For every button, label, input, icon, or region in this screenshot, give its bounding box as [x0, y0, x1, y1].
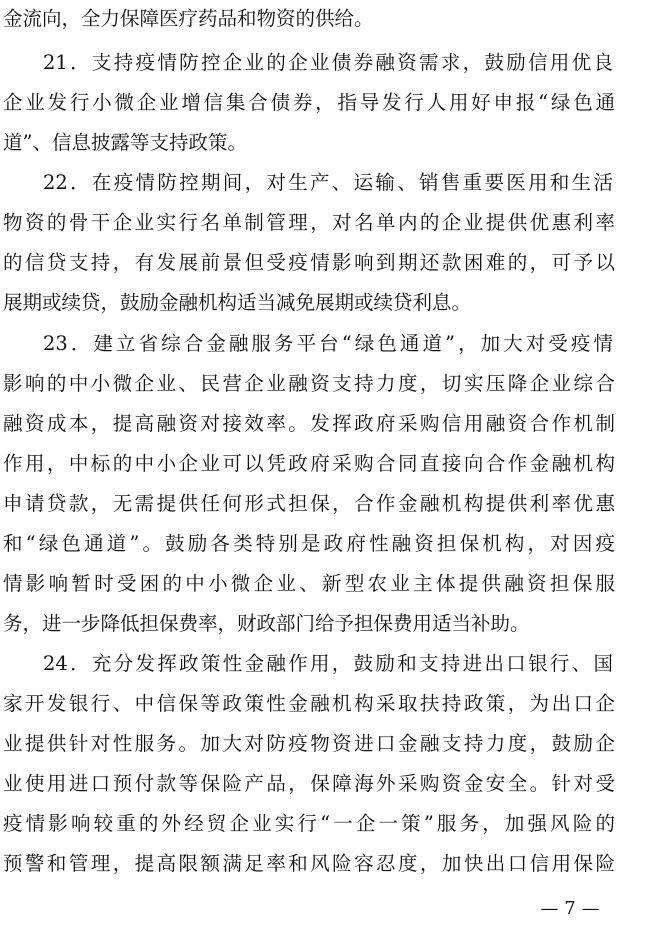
paragraph-22-line-3-content: 的信贷支持，有发展前景但受疫情影响到期还款困难的，可予以: [3, 251, 615, 274]
paragraph-24-line-6: [0, 847, 650, 881]
paragraph-23-line-2: [0, 367, 650, 401]
paragraph-22-line-3: [0, 246, 650, 280]
paragraph-23-line-6: [0, 527, 650, 561]
paragraph-21-line-2-content: 企业发行小微企业增信集合债券，指导发行人用好申报“绿色通: [3, 91, 615, 114]
paragraph-23-line-8-content: 务，进一步降低担保费率，财政部门给予担保费用适当补助。: [3, 612, 530, 635]
paragraph-24-line-4: [0, 767, 650, 801]
paragraph-23-line-1-content: 23．建立省综合金融服务平台“绿色通道”，加大对受疫情: [43, 332, 613, 355]
paragraph-22-line-2: [0, 206, 650, 240]
paragraph-23-line-8: [0, 607, 650, 641]
paragraph-21-line-1-content: 21．支持疫情防控企业的企业债券融资需求，鼓励信用优良: [43, 51, 613, 74]
paragraph-24-line-1-content: 24．充分发挥政策性金融作用，鼓励和支持进出口银行、国: [43, 652, 613, 675]
text-line-1: [0, 2, 650, 36]
paragraph-23-line-2-content: 影响的中小微企业、民营企业融资支持力度，切实压降企业综合: [3, 372, 615, 395]
paragraph-24-line-2-content: 家开发银行、中信保等政策性金融机构采取扶持政策，为出口企: [3, 692, 615, 715]
paragraph-23-line-6-content: 和“绿色通道”。鼓励各类特别是政府性融资担保机构，对因疫: [3, 532, 615, 555]
paragraph-24-line-6-content: 预警和管理，提高限额满足率和风险容忍度，加快出口信用保险: [3, 852, 615, 875]
paragraph-24-line-3: [0, 727, 650, 761]
text-line-1-content: 金流向，全力保障医疗药品和物资的供给。: [3, 7, 374, 30]
paragraph-22-line-4-content: 展期或续贷，鼓励金融机构适当减免展期或续贷利息。: [3, 291, 472, 314]
paragraph-23-line-5-content: 申请贷款，无需提供任何形式担保，合作金融机构提供利率优惠: [3, 492, 615, 515]
paragraph-23-line-1: [0, 327, 650, 361]
paragraph-21-line-1: [0, 46, 650, 80]
paragraph-21-line-2: [0, 86, 650, 120]
page-number: — 7 —: [540, 898, 600, 919]
paragraph-24-line-3-content: 业提供针对性服务。加大对防疫物资进口金融支持力度，鼓励企: [3, 732, 615, 755]
paragraph-24-line-5-content: 疫情影响较重的外经贸企业实行“一企一策”服务，加强风险的: [3, 812, 615, 835]
paragraph-23-line-5: [0, 487, 650, 521]
paragraph-23-line-7: [0, 567, 650, 601]
paragraph-23-line-3-content: 融资成本，提高融资对接效率。发挥政府采购信用融资合作机制: [3, 412, 615, 435]
paragraph-24-line-2: [0, 687, 650, 721]
paragraph-23-line-3: [0, 407, 650, 441]
paragraph-24-line-5: [0, 807, 650, 841]
paragraph-24-line-4-content: 业使用进口预付款等保险产品，保障海外采购资金安全。针对受: [3, 772, 615, 795]
paragraph-21-line-3-content: 道”、信息披露等支持政策。: [3, 131, 247, 154]
paragraph-23-line-4-content: 作用，中标的中小企业可以凭政府采购合同直接向合作金融机构: [3, 452, 615, 475]
paragraph-23-line-7-content: 情影响暂时受困的中小微企业、新型农业主体提供融资担保服: [3, 572, 615, 595]
paragraph-22-line-4: [0, 286, 650, 320]
paragraph-22-line-1: [0, 166, 650, 200]
paragraph-22-line-1-content: 22．在疫情防控期间，对生产、运输、销售重要医用和生活: [43, 171, 613, 194]
paragraph-21-line-3: [0, 126, 650, 160]
paragraph-23-line-4: [0, 447, 650, 481]
paragraph-22-line-2-content: 物资的骨干企业实行名单制管理，对名单内的企业提供优惠利率: [3, 211, 615, 234]
paragraph-24-line-1: [0, 647, 650, 681]
